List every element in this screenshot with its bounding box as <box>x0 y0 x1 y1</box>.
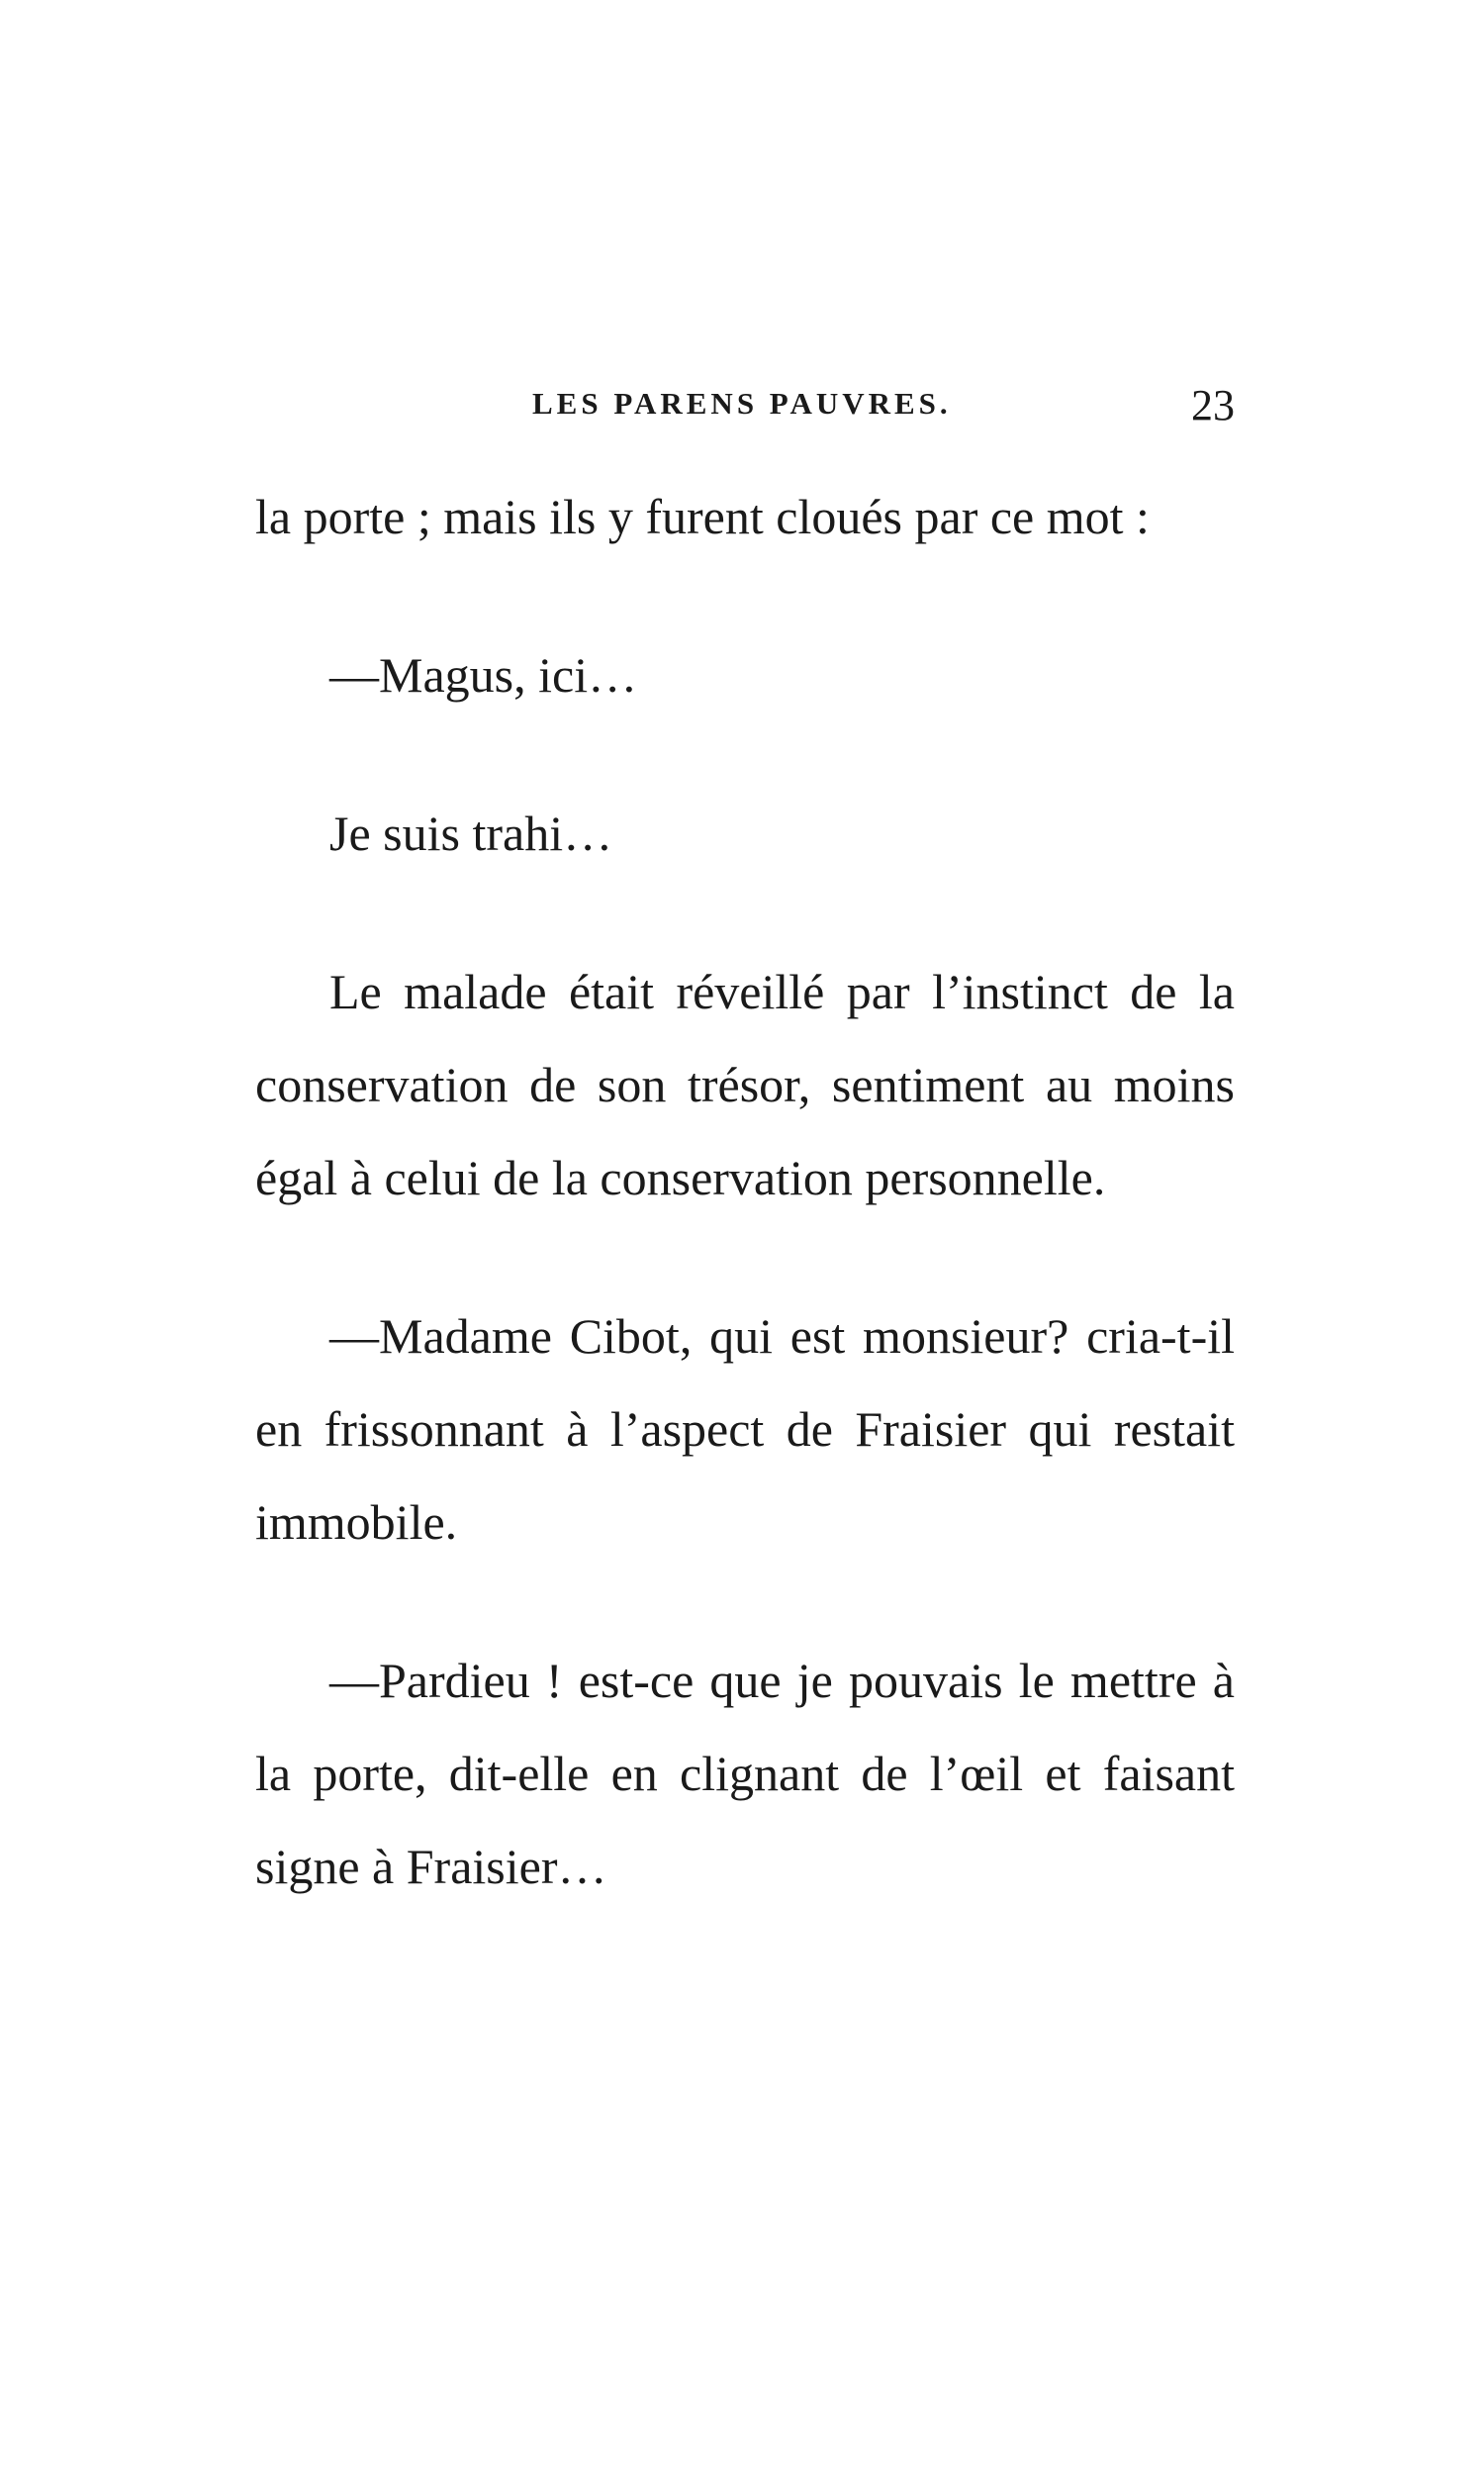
dialogue-line-magus: —Magus, ici… <box>329 647 638 703</box>
body-text <box>255 470 1235 1913</box>
dialogue-line-pardieu: —Pardieu ! est-ce que je pouvais le mettre à la porte, dit-elle en clignant de l’œil et faisant signe à Fraisier… <box>255 1653 1235 1894</box>
paragraph-malade: Le malade était réveillé par l’instinct de la conservation de son trésor, sentiment au moins égal à celui de la conservation personnelle. <box>255 964 1235 1205</box>
page-header <box>255 381 1235 445</box>
running-title: LES PARENS PAUVRES. <box>532 386 952 421</box>
page-number: 23 <box>1191 381 1235 429</box>
dialogue-line-trahi: Je suis trahi… <box>329 806 613 861</box>
dialogue-line-cibot: —Madame Cibot, qui est monsieur? cria-t-il en frissonnant à l’aspect de Fraisier qui restait immobile. <box>255 1308 1235 1550</box>
paragraph-continuation: la porte ; mais ils y furent cloués par ce mot : <box>255 489 1150 544</box>
